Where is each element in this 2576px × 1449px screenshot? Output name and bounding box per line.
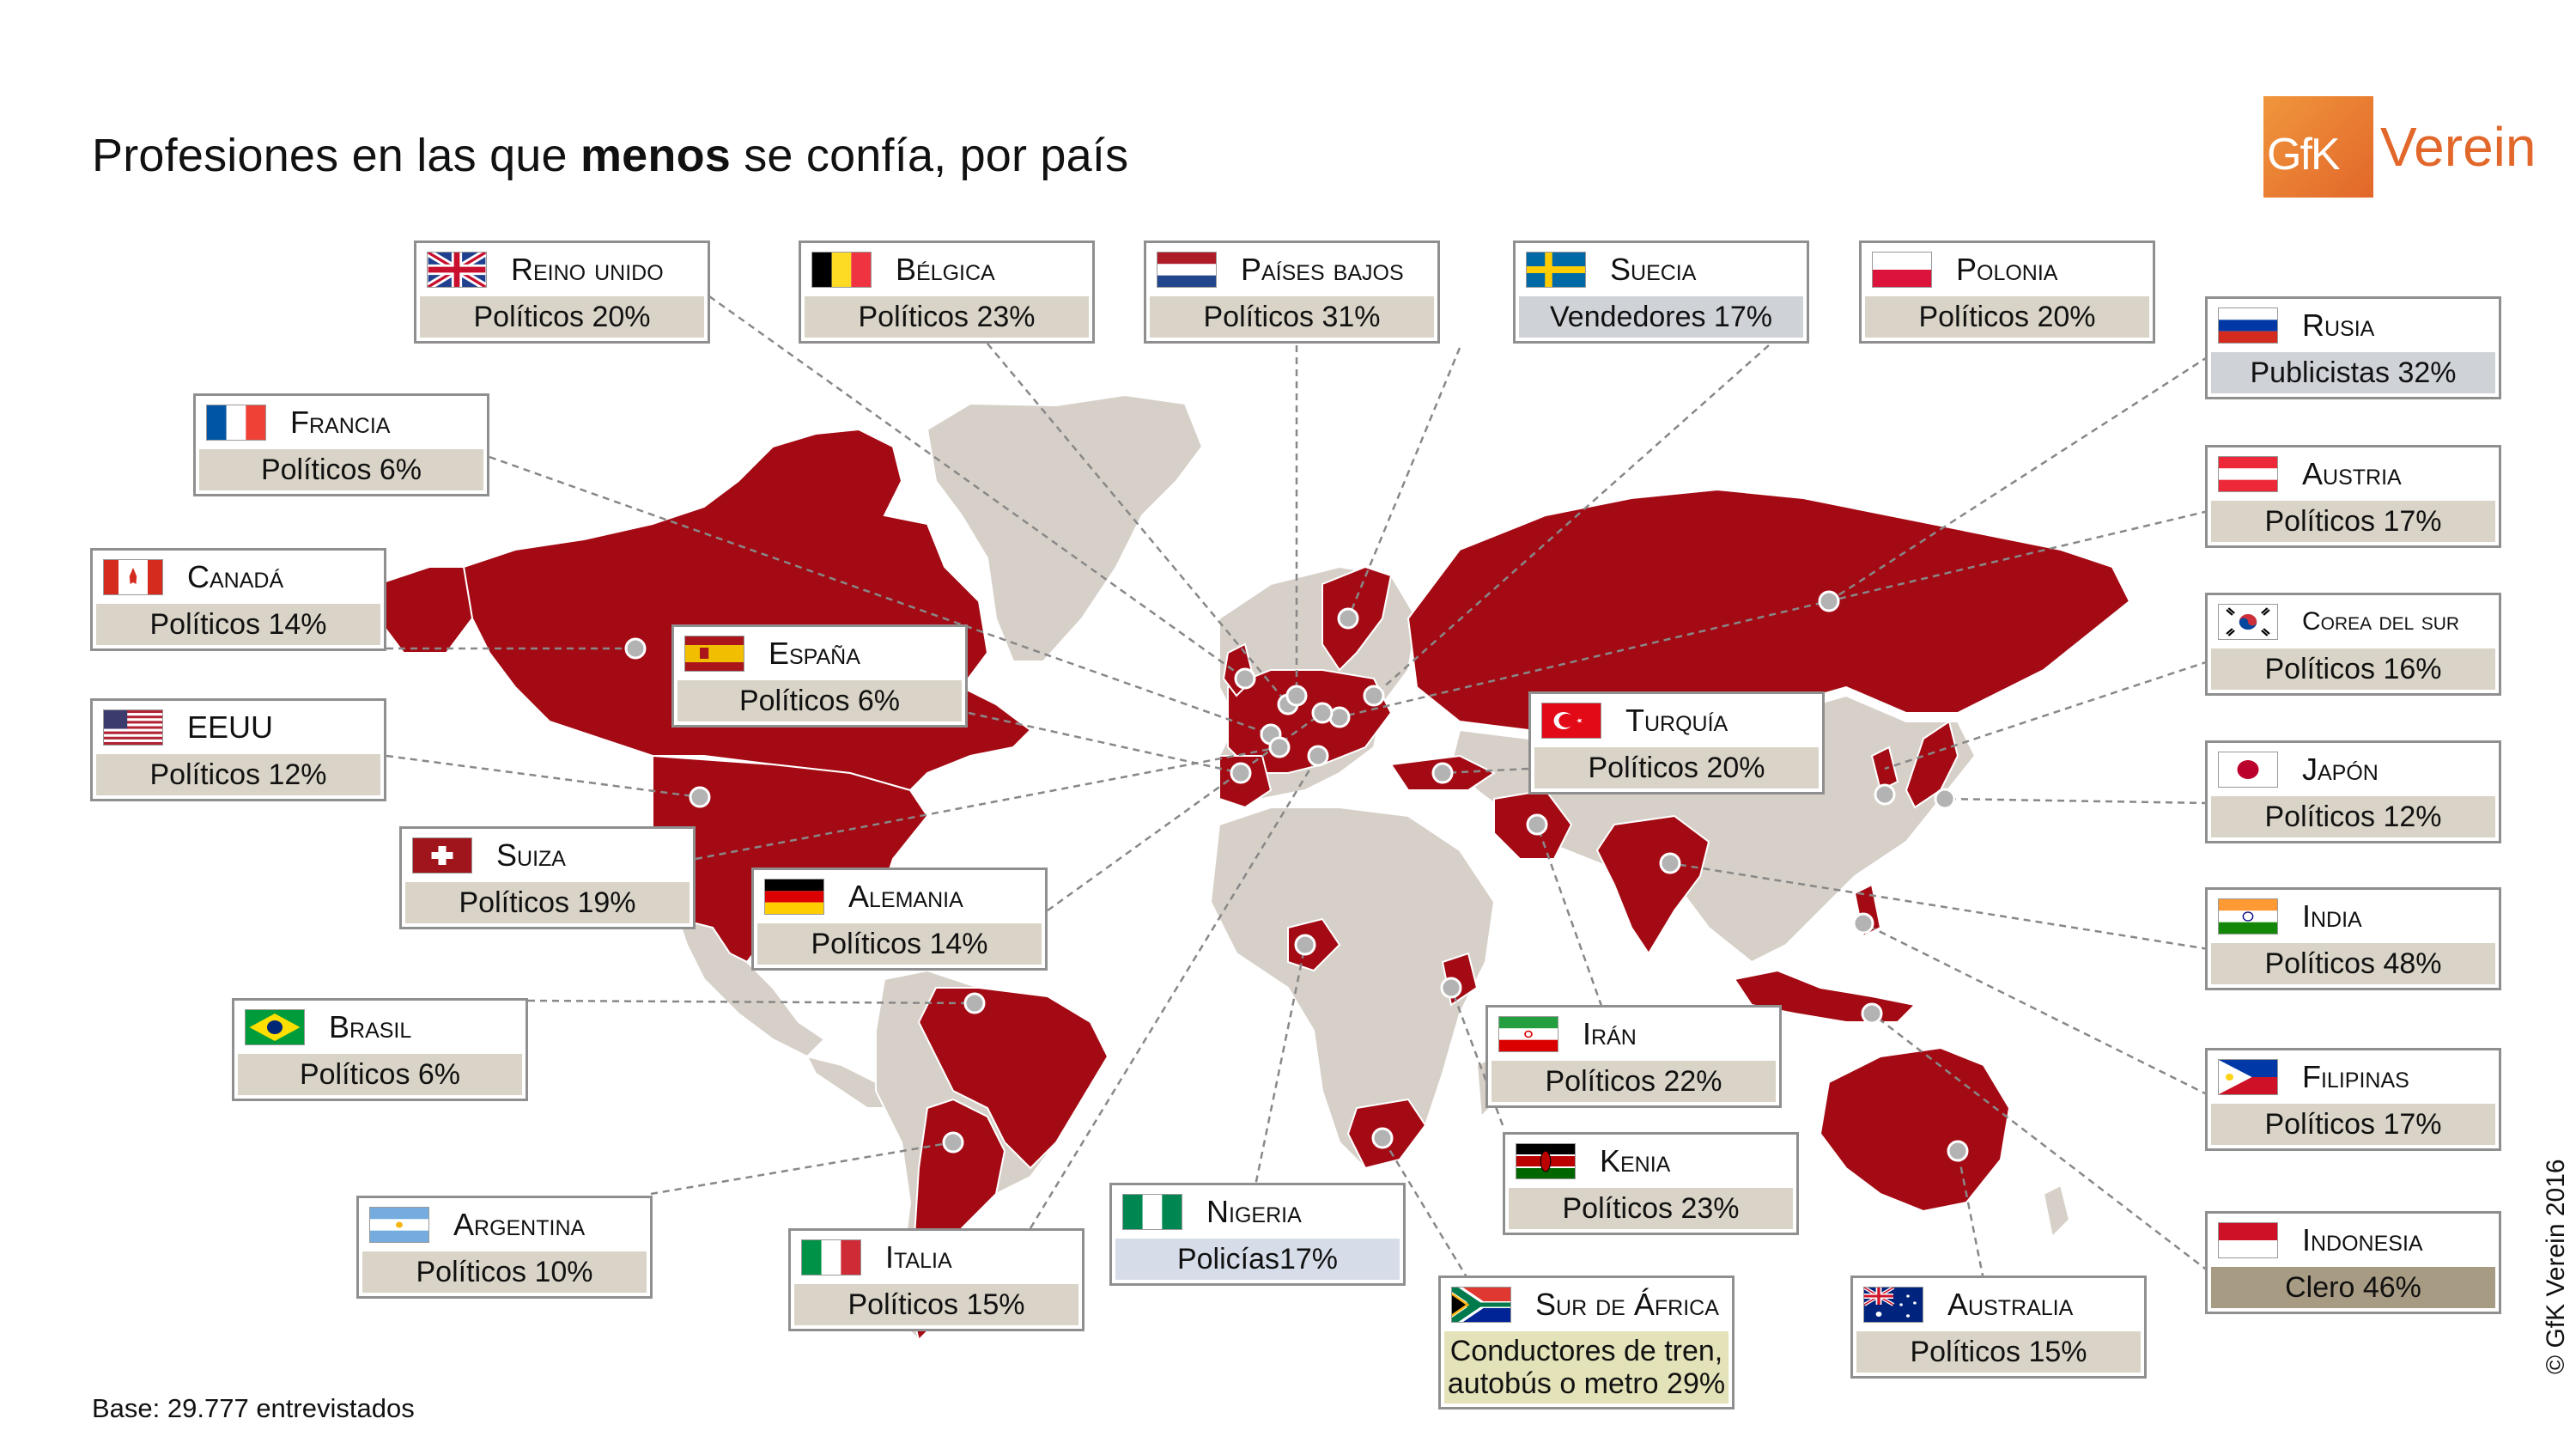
card-espana <box>671 624 968 728</box>
card-reino-unido <box>414 240 710 344</box>
country-value: Políticos 23% <box>805 296 1089 338</box>
turkey-flag-icon <box>1541 703 1601 739</box>
card-canada <box>90 548 386 651</box>
country-name: Reino unido <box>511 252 664 287</box>
country-value: Políticos 20% <box>1534 747 1819 788</box>
canada-flag-icon <box>103 559 163 595</box>
kenya-flag-icon <box>1516 1143 1576 1179</box>
country-value: Políticos 22% <box>1492 1061 1776 1102</box>
dot-sur-africa <box>1373 1129 1392 1148</box>
country-value: Políticos 17% <box>2211 501 2495 542</box>
belgium-flag-icon <box>811 252 872 288</box>
india-land <box>1597 816 1709 953</box>
japan-flag-icon <box>2218 752 2278 788</box>
country-value: Publicistas 32% <box>2211 352 2495 393</box>
country-name: EEUU <box>187 709 274 745</box>
dot-indonesia <box>1862 1004 1881 1023</box>
dot-india <box>1661 854 1680 873</box>
connector-japon <box>1945 799 2208 803</box>
germany-flag-icon <box>764 879 824 915</box>
dot-polonia <box>1364 686 1383 705</box>
dot-canada <box>626 639 645 658</box>
country-value: Políticos 15% <box>794 1284 1078 1325</box>
country-name: Brasil <box>329 1009 412 1044</box>
country-name: Corea del sur <box>2302 607 2460 636</box>
title-post: se confía, por país <box>731 130 1129 181</box>
country-value: Políticos 12% <box>2211 796 2495 837</box>
usa-flag-icon <box>103 709 163 746</box>
country-name: India <box>2302 898 2362 934</box>
dot-japon <box>1935 789 1954 808</box>
dot-eeuu <box>690 788 709 807</box>
title-bold: menos <box>580 130 732 181</box>
card-japon <box>2205 740 2501 843</box>
card-eeuu <box>90 698 386 801</box>
dot-turquia <box>1433 764 1452 782</box>
country-value: Políticos 20% <box>420 296 704 338</box>
card-kenia <box>1503 1132 1799 1235</box>
country-name: Bélgica <box>896 252 995 287</box>
card-italia <box>788 1228 1084 1331</box>
card-nigeria <box>1109 1183 1406 1286</box>
indonesia-flag-icon <box>2218 1222 2278 1258</box>
iran-flag-icon <box>1498 1016 1558 1052</box>
australia-flag-icon <box>1863 1287 1923 1323</box>
dot-austria <box>1330 708 1349 727</box>
country-name: Nigeria <box>1206 1194 1302 1229</box>
australia-land <box>1820 1048 2009 1211</box>
country-name: Francia <box>290 405 391 440</box>
card-austria <box>2205 445 2501 548</box>
country-value: Políticos 6% <box>677 680 962 721</box>
dot-filipinas <box>1854 914 1873 933</box>
card-australia <box>1850 1275 2147 1379</box>
card-alemania <box>751 868 1048 971</box>
russia-flag-icon <box>2218 307 2278 344</box>
card-paises-bajos <box>1144 240 1440 344</box>
austria-flag-icon <box>2218 456 2278 492</box>
country-name: Italia <box>885 1239 952 1275</box>
country-value: Políticos 20% <box>1865 296 2149 338</box>
country-name: España <box>769 636 860 671</box>
dot-espana <box>1231 764 1250 782</box>
country-name: Polonia <box>1956 252 2058 287</box>
country-name: Suecia <box>1610 252 1697 287</box>
dot-brasil <box>965 994 984 1013</box>
dot-australia <box>1948 1142 1967 1160</box>
country-name: Argentina <box>453 1207 586 1242</box>
spain-flag-icon <box>684 636 744 672</box>
card-iran <box>1485 1005 1782 1108</box>
country-value: Políticos 6% <box>199 449 483 490</box>
india-flag-icon <box>2218 898 2278 935</box>
poland-flag-icon <box>1872 252 1932 288</box>
dot-alemania <box>1313 703 1332 722</box>
philippines-flag-icon <box>2218 1059 2278 1095</box>
card-francia <box>193 393 489 496</box>
country-value: Políticos 14% <box>96 604 380 645</box>
connector-italia <box>1030 756 1318 1228</box>
dot-reino-unido <box>1236 669 1255 688</box>
country-name: Turquía <box>1625 703 1728 738</box>
country-value: Políticos 10% <box>362 1251 647 1293</box>
country-name: Alemania <box>848 879 963 914</box>
country-value: Políticos 17% <box>2211 1104 2495 1145</box>
card-polonia <box>1859 240 2155 344</box>
title-pre: Profesiones en las que <box>92 130 580 181</box>
dot-italia <box>1309 746 1327 765</box>
dot-corea <box>1875 785 1894 804</box>
card-sur-africa <box>1438 1275 1735 1409</box>
country-name: Austria <box>2302 456 2402 491</box>
argentina-flag-icon <box>369 1207 429 1243</box>
country-value: Conductores de tren, autobús o metro 29% <box>1444 1331 1728 1403</box>
logo-verein-text: Verein <box>2380 116 2537 178</box>
dot-argentina <box>944 1133 963 1152</box>
dot-iran <box>1528 815 1546 834</box>
country-value: Policías17% <box>1115 1239 1400 1280</box>
card-turquia <box>1528 691 1825 795</box>
gfk-logo-box <box>2263 96 2373 198</box>
base-note: Base: 29.777 entrevistados <box>92 1393 415 1423</box>
card-belgica <box>799 240 1095 344</box>
country-value: Políticos 6% <box>238 1054 522 1095</box>
alaska-land <box>378 567 472 653</box>
card-india <box>2205 887 2501 990</box>
country-name: Suiza <box>496 837 566 873</box>
card-corea <box>2205 593 2501 696</box>
country-value: Vendedores 17% <box>1519 296 1803 338</box>
country-name: Países bajos <box>1241 252 1404 287</box>
dot-suecia <box>1339 609 1358 628</box>
italy-flag-icon <box>801 1239 861 1275</box>
country-value: Políticos 31% <box>1150 296 1434 338</box>
south-korea-flag-icon <box>2218 604 2278 640</box>
logo-gfk-text: GfK <box>2267 130 2339 180</box>
brazil-flag-icon <box>245 1009 305 1045</box>
dot-suiza <box>1270 738 1289 757</box>
country-value: Políticos 19% <box>405 882 690 923</box>
card-filipinas <box>2205 1048 2501 1151</box>
country-name: Kenia <box>1600 1143 1671 1178</box>
south-africa-flag-icon <box>1451 1287 1511 1323</box>
country-name: Filipinas <box>2302 1059 2409 1094</box>
country-name: Canadá <box>187 559 284 594</box>
country-value: Políticos 12% <box>96 754 380 795</box>
card-suiza <box>399 826 696 929</box>
page-title <box>92 129 1128 182</box>
country-value: Políticos 16% <box>2211 648 2495 690</box>
dot-rusia <box>1820 592 1838 611</box>
country-value: Políticos 23% <box>1509 1188 1793 1229</box>
card-suecia <box>1513 240 1809 344</box>
nigeria-flag-icon <box>1122 1194 1182 1230</box>
country-name: Sur de África <box>1535 1287 1719 1322</box>
dot-paises-bajos <box>1287 686 1306 705</box>
card-brasil <box>232 998 528 1101</box>
country-value: Políticos 48% <box>2211 943 2495 984</box>
netherlands-flag-icon <box>1157 252 1217 288</box>
uk-flag-icon <box>427 252 487 288</box>
switzerland-flag-icon <box>412 837 472 874</box>
country-name: Indonesia <box>2302 1222 2423 1257</box>
france-flag-icon <box>206 405 266 441</box>
card-indonesia <box>2205 1211 2501 1314</box>
copyright-note: © GfK Verein 2016 <box>2542 1159 2570 1374</box>
dot-nigeria <box>1296 935 1315 954</box>
sweden-flag-icon <box>1526 252 1586 288</box>
country-name: Australia <box>1947 1287 2074 1322</box>
country-name: Irán <box>1583 1016 1637 1051</box>
gfk-verein-logo <box>2263 96 2536 198</box>
country-value: Políticos 15% <box>1856 1331 2141 1373</box>
country-name: Japón <box>2302 752 2379 787</box>
country-name: Rusia <box>2302 307 2375 343</box>
card-argentina <box>356 1196 653 1299</box>
country-value: Clero 46% <box>2211 1267 2495 1308</box>
country-value: Políticos 14% <box>757 923 1042 965</box>
dot-kenia <box>1442 978 1461 997</box>
new-zealand <box>2044 1185 2069 1237</box>
card-rusia <box>2205 296 2501 399</box>
